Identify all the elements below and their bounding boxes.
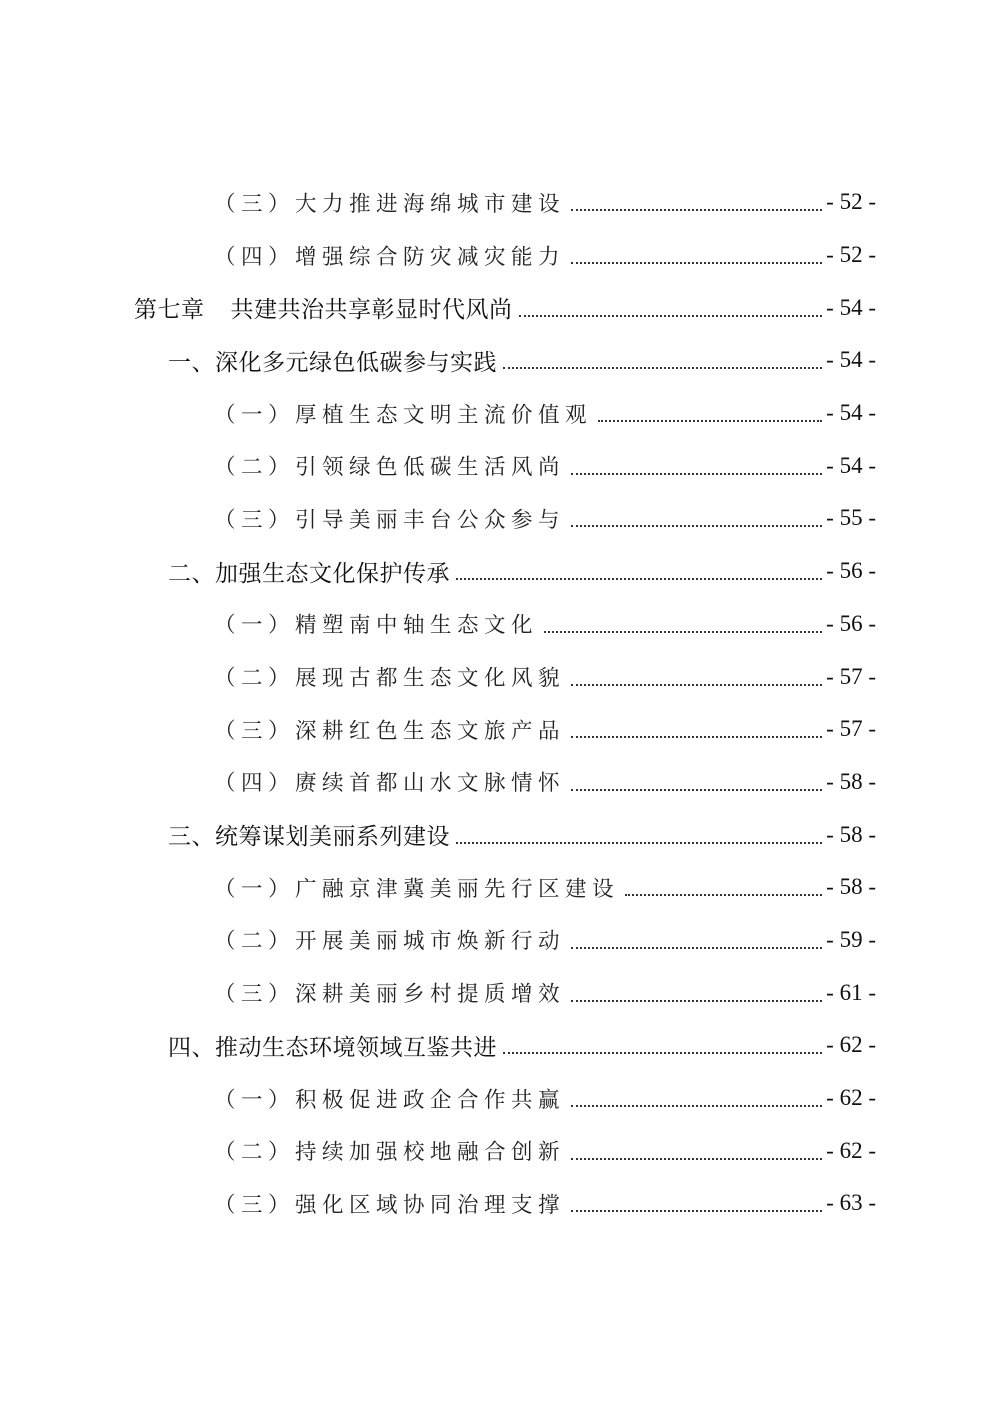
toc-section-entry[interactable] (0, 808, 1000, 861)
toc-entry-text: 统筹谋划美丽系列建设 (215, 824, 450, 851)
toc-entry[interactable] (0, 1124, 1000, 1177)
toc-entry-number: 三、 (168, 824, 215, 851)
toc-entry-number: （三） (214, 507, 296, 533)
toc-page-number: - 52 - (826, 242, 876, 268)
toc-entry-text: 赓续首都山水文脉情怀 (295, 771, 566, 797)
toc-entry-number: （四） (214, 771, 296, 797)
toc-entry-number: （一） (214, 402, 296, 428)
toc-page-number: - 63 - (826, 1190, 876, 1216)
toc-page-number: - 62 - (826, 1085, 876, 1111)
toc-chapter-number: 第七章 (134, 297, 205, 324)
dot-leader (571, 789, 822, 791)
toc-entry-number: （一） (214, 613, 296, 639)
toc-entry-title (214, 714, 565, 745)
toc-page-number: - 56 - (826, 610, 876, 636)
toc-entry-text: 持续加强校地融合创新 (295, 1140, 566, 1166)
toc-page-number: - 62 - (826, 1137, 876, 1163)
toc-entry-text: 深耕红色生态文旅产品 (295, 718, 566, 744)
toc-entry-text: 推动生态环境领域互鉴共进 (215, 1034, 497, 1061)
toc-entry[interactable] (0, 914, 1000, 967)
toc-entry-number: 二、 (168, 560, 215, 587)
toc-page-number: - 52 - (826, 189, 876, 215)
toc-entry-title (168, 1029, 497, 1062)
toc-entry[interactable] (0, 861, 1000, 914)
toc-chapter-entry[interactable] (0, 281, 1000, 334)
toc-entry[interactable] (0, 387, 1000, 440)
toc-page-number: - 57 - (826, 716, 876, 742)
dot-leader (571, 736, 822, 738)
dot-leader (571, 1158, 822, 1160)
toc-entry-number: （一） (214, 1087, 296, 1113)
toc-page-number: - 54 - (826, 347, 876, 373)
toc-entry-text: 积极促进政企合作共赢 (295, 1087, 566, 1113)
dot-leader (598, 420, 822, 422)
toc-section-entry[interactable] (0, 545, 1000, 598)
toc-entry-title (214, 977, 565, 1008)
toc-entry[interactable] (0, 756, 1000, 809)
toc-page-number: - 61 - (826, 979, 876, 1005)
dot-leader (571, 1210, 822, 1212)
toc-page-number: - 58 - (826, 821, 876, 847)
toc-entry-number: （四） (214, 244, 296, 270)
toc-entry[interactable] (0, 229, 1000, 282)
toc-entry-number: （三） (214, 191, 296, 217)
toc-entry-title (214, 240, 565, 271)
toc-entry-title (214, 398, 592, 429)
toc-entry-number: （三） (214, 982, 296, 1008)
toc-entry-text: 展现古都生态文化风貌 (295, 666, 566, 692)
toc-entry-text: 引领绿色低碳生活风尚 (295, 455, 566, 481)
dot-leader (456, 578, 822, 580)
toc-entry-title (214, 872, 619, 903)
toc-page-number: - 54 - (826, 294, 876, 320)
toc-entry-title (168, 555, 450, 588)
dot-leader (544, 631, 822, 633)
toc-entry-text: 大力推进海绵城市建设 (295, 191, 566, 217)
toc-entry-text: 深化多元绿色低碳参与实践 (215, 349, 497, 376)
toc-entry-text: 开展美丽城市焕新行动 (295, 929, 566, 955)
toc-entry-title (214, 924, 565, 955)
toc-entry-number: （二） (214, 929, 296, 955)
toc-entry-title (214, 1083, 565, 1114)
toc-page-number: - 55 - (826, 505, 876, 531)
toc-entry-number: （二） (214, 1140, 296, 1166)
toc-entry-title (214, 1135, 565, 1166)
toc-entry-text: 加强生态文化保护传承 (215, 560, 450, 587)
dot-leader (571, 1000, 822, 1002)
toc-entry-title (214, 503, 565, 534)
toc-entry-text: 深耕美丽乡村提质增效 (295, 982, 566, 1008)
dot-leader (571, 209, 822, 211)
toc-entry-text: 增强综合防灾减灾能力 (295, 244, 566, 270)
dot-leader (503, 1052, 822, 1054)
toc-section-entry[interactable] (0, 1019, 1000, 1072)
toc-entry[interactable] (0, 176, 1000, 229)
toc-entry-number: （一） (214, 876, 296, 902)
toc-entry[interactable] (0, 439, 1000, 492)
toc-entry-text: 引导美丽丰台公众参与 (295, 507, 566, 533)
toc-page-number: - 54 - (826, 400, 876, 426)
toc-entry-title (214, 450, 565, 481)
toc-entry-text: 共建共治共享彰显时代风尚 (230, 297, 513, 324)
toc-entry-text: 精塑南中轴生态文化 (295, 613, 539, 639)
toc-page-number: - 59 - (826, 926, 876, 952)
dot-leader (571, 525, 822, 527)
toc-entry[interactable] (0, 650, 1000, 703)
dot-leader (625, 894, 822, 896)
toc-entry-title (214, 661, 565, 692)
dot-leader (571, 947, 822, 949)
table-of-contents (0, 176, 1000, 1230)
dot-leader (503, 367, 822, 369)
toc-entry-number: （三） (214, 718, 296, 744)
toc-page-number: - 56 - (826, 558, 876, 584)
dot-leader (571, 1105, 822, 1107)
toc-entry-number: （三） (214, 1192, 296, 1218)
toc-entry-text: 广融京津冀美丽先行区建设 (295, 876, 620, 902)
toc-entry-title (134, 291, 513, 324)
toc-entry-title (168, 344, 497, 377)
dot-leader (571, 473, 822, 475)
dot-leader (519, 315, 823, 317)
toc-entry-title (214, 1188, 565, 1219)
toc-entry-number: （二） (214, 455, 296, 481)
toc-entry[interactable] (0, 703, 1000, 756)
toc-entry[interactable] (0, 492, 1000, 545)
toc-page-number: - 54 - (826, 452, 876, 478)
toc-page-number: - 57 - (826, 663, 876, 689)
toc-page-number: - 62 - (826, 1032, 876, 1058)
toc-entry-title (214, 608, 538, 639)
toc-page-number: - 58 - (826, 874, 876, 900)
dot-leader (571, 684, 822, 686)
toc-entry-number: （二） (214, 666, 296, 692)
toc-entry-title (214, 766, 565, 797)
toc-page-number: - 58 - (826, 768, 876, 794)
dot-leader (456, 842, 822, 844)
toc-entry-number: 四、 (168, 1034, 215, 1061)
toc-entry-title (214, 187, 565, 218)
toc-entry[interactable] (0, 1177, 1000, 1230)
toc-section-entry[interactable] (0, 334, 1000, 387)
toc-entry-number: 一、 (168, 349, 215, 376)
toc-entry-title (168, 818, 450, 851)
dot-leader (571, 262, 822, 264)
toc-entry[interactable] (0, 966, 1000, 1019)
toc-entry[interactable] (0, 598, 1000, 651)
toc-entry-text: 厚植生态文明主流价值观 (295, 402, 593, 428)
toc-entry-text: 强化区域协同治理支撑 (295, 1192, 566, 1218)
toc-entry[interactable] (0, 1072, 1000, 1125)
